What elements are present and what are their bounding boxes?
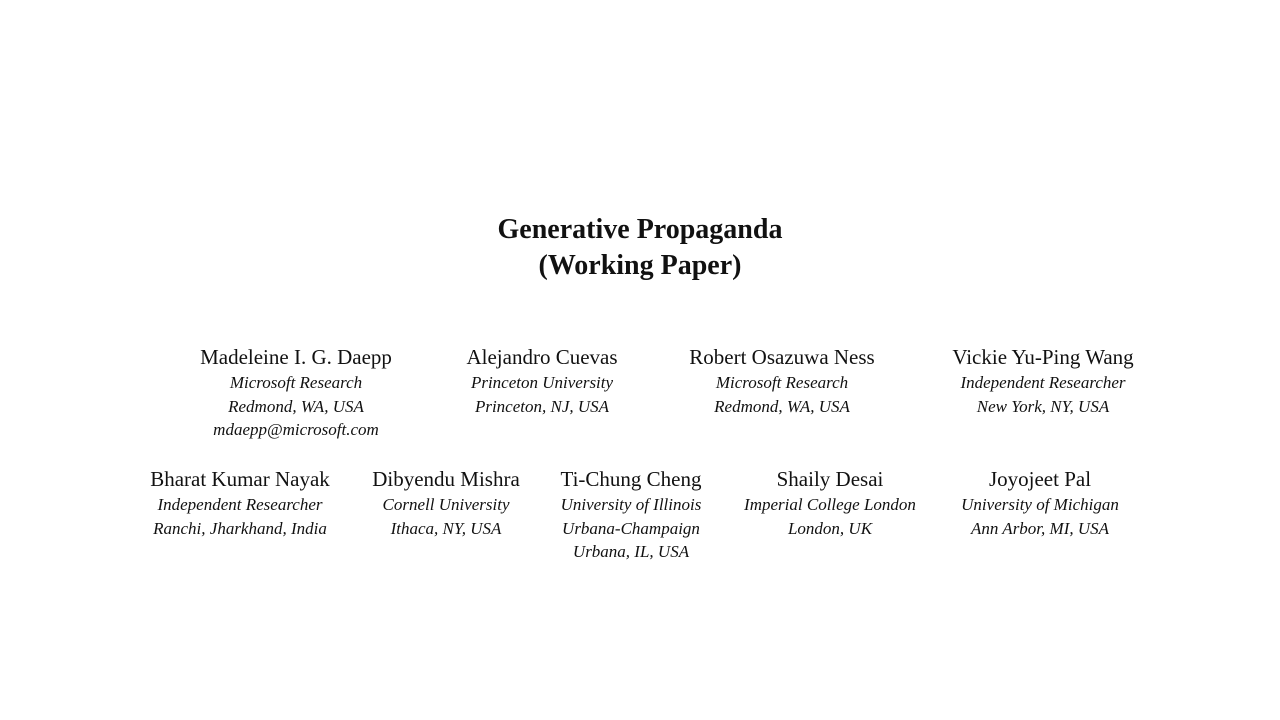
author-name: Dibyendu Mishra xyxy=(372,467,520,491)
author-location: Urbana, IL, USA xyxy=(572,542,690,561)
author-location: Ann Arbor, MI, USA xyxy=(970,518,1110,538)
author-affiliation: Independent Researcher xyxy=(960,373,1126,392)
author-name: Vickie Yu-Ping Wang xyxy=(952,345,1134,369)
author-affiliation: Independent Researcher xyxy=(157,495,323,514)
author-location: New York, NY, USA xyxy=(976,396,1110,416)
author-block xyxy=(200,343,392,442)
author-block xyxy=(372,465,520,540)
author-affiliation: Microsoft Research xyxy=(229,373,363,392)
author-name: Alejandro Cuevas xyxy=(466,345,618,369)
author-name: Joyojeet Pal xyxy=(988,467,1092,491)
author-block xyxy=(961,465,1119,540)
author-block xyxy=(744,465,916,540)
author-block xyxy=(150,465,330,540)
author-location: Redmond, WA, USA xyxy=(714,396,850,416)
author-location: Ranchi, Jharkhand, India xyxy=(153,518,327,538)
author-affiliation: Princeton University xyxy=(470,373,614,392)
author-affiliation: Cornell University xyxy=(382,495,510,514)
author-email[interactable]: mdaepp@microsoft.com xyxy=(213,420,379,439)
author-name: Bharat Kumar Nayak xyxy=(150,467,330,491)
title-block xyxy=(0,212,1280,284)
author-block xyxy=(689,343,874,418)
author-affiliation: University of Michigan xyxy=(961,495,1119,514)
author-affiliation: University of Illinois xyxy=(560,495,702,514)
author-location: Princeton, NJ, USA xyxy=(474,396,610,416)
author-name: Robert Osazuwa Ness xyxy=(689,345,875,369)
author-location: London, UK xyxy=(787,518,873,538)
author-affiliation: Microsoft Research xyxy=(715,373,849,392)
author-name: Ti-Chung Cheng xyxy=(560,467,702,491)
author-location: Redmond, WA, USA xyxy=(228,396,364,416)
author-block xyxy=(466,343,617,418)
author-affiliation: Imperial College London xyxy=(744,495,916,514)
author-name: Madeleine I. G. Daepp xyxy=(200,345,392,369)
author-affiliation-2: Urbana-Champaign xyxy=(562,518,700,538)
author-name: Shaily Desai xyxy=(776,467,884,491)
paper-title: Generative Propaganda xyxy=(497,214,783,245)
author-block xyxy=(952,343,1133,418)
paper-subtitle: (Working Paper) xyxy=(538,250,742,281)
author-block xyxy=(560,465,701,564)
author-location: Ithaca, NY, USA xyxy=(390,518,502,538)
